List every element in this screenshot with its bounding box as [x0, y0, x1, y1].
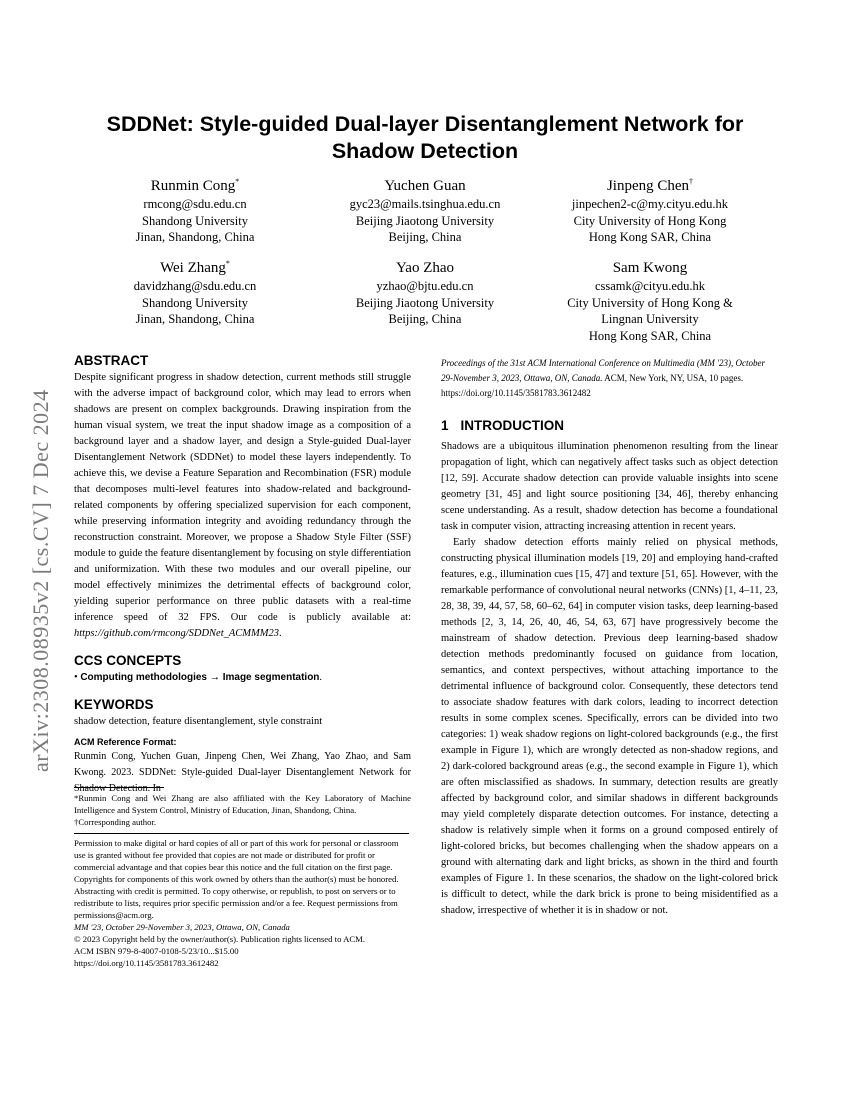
- permission-isbn: ACM ISBN 979-8-4007-0108-5/23/10...$15.00: [74, 946, 239, 956]
- author-mark: †: [689, 177, 694, 186]
- ccs-concepts: • Computing methodologies → Image segmentation.: [74, 672, 323, 683]
- footnote-star: *Runmin Cong and Wei Zhang are also affiliated with the Key Laboratory of Machine Intelligence and System Control, Ministry of Education, Jinan, Shandong, China.: [74, 793, 411, 815]
- keywords-text: shadow detection, feature disentanglement, style constraint: [74, 716, 323, 727]
- left-column: [74, 352, 411, 969]
- author-affil: Lingnan University: [601, 312, 699, 326]
- author-affil: Shandong University: [142, 295, 248, 310]
- permission-block: [74, 837, 411, 969]
- author-affil: Jinan, Shandong, China: [135, 312, 255, 326]
- author-mark: *: [225, 259, 230, 268]
- author-mark: *: [235, 177, 240, 186]
- author-email: davidzhang@sdu.edu.cn: [133, 279, 257, 293]
- abstract-heading: ABSTRACT: [74, 353, 149, 368]
- author-name: Yao Zhao: [395, 260, 455, 276]
- author-name: Runmin Cong: [150, 178, 236, 194]
- author-affil: Beijing Jiaotong University: [355, 213, 495, 228]
- author-name: Yuchen Guan: [384, 178, 466, 194]
- author-email: yzhao@bjtu.edu.cn: [376, 279, 474, 293]
- acm-ref-text: Runmin Cong, Yuchen Guan, Jinpeng Chen, Wei Zhang, Yao Zhao, and Sam Kwong. 2023. SDDNet: Style-guided Dual-layer Disentanglement Network for Shadow Detection. In: [74, 751, 411, 794]
- title-line-1: SDDNet: Style-guided Dual-layer Disentanglement Network for: [106, 112, 744, 136]
- acm-ref-continued: Proceedings of the 31st ACM International Conference on Multimedia (MM '23), October 29-November 3, 2023, Ottawa, ON, Canada. ACM, New York, NY, USA, 10 pages. https://doi.org/10.1145/3581783.3612482: [441, 358, 766, 398]
- right-column: [441, 356, 778, 919]
- author-block: [300, 176, 550, 246]
- intro-heading: 1 INTRODUCTION: [441, 418, 565, 433]
- author-block: [300, 258, 550, 328]
- title-line-2: Shadow Detection: [331, 139, 519, 163]
- keywords-heading: KEYWORDS: [74, 697, 154, 712]
- paper-title: [60, 111, 790, 165]
- arxiv-stamp: arXiv:2308.08935v2 [cs.CV] 7 Dec 2024: [28, 389, 53, 772]
- author-affil: City University of Hong Kong &: [567, 295, 733, 310]
- permission-doi[interactable]: https://doi.org/10.1145/3581783.3612482: [74, 958, 219, 968]
- permission-venue: MM '23, October 29-November 3, 2023, Ottawa, ON, Canada: [74, 922, 290, 932]
- author-affil: Jinan, Shandong, China: [135, 230, 255, 244]
- permission-copyright: © 2023 Copyright held by the owner/author(s). Publication rights licensed to ACM.: [74, 934, 366, 944]
- code-link[interactable]: https://github.com/rmcong/SDDNet_ACMMM23: [74, 628, 280, 639]
- author-email: cssamk@cityu.edu.hk: [594, 279, 706, 293]
- author-affil: Hong Kong SAR, China: [588, 230, 712, 244]
- author-block: [525, 176, 775, 246]
- author-email: jinpechen2-c@my.cityu.edu.hk: [571, 197, 729, 211]
- permission-text: Permission to make digital or hard copies of all or part of this work for personal or classroom use is granted without fee provided that copies are not made or distributed for profit or commercial advantage and that copies bear this notice and the full citation on the first page. Copyrights for components of this work owned by others than the author(s) must be honored. Abstracting with credit is permitted. To copy otherwise, or republish, to post on servers or to redistribute to lists, requires prior specific permission and/or a fee. Request permissions from permissions@acm.org.: [74, 838, 399, 920]
- author-name: Jinpeng Chen: [606, 178, 690, 194]
- intro-paragraph-1: Shadows are a ubiquitous illumination phenomenon resulting from the linear propagation of light, which can negatively affect tasks such as object detection [12, 59]. Accurate shadow detection can provide valuable insights into scene geometry [31, 45] and light source positioning [34, 46], thereby enhancing scene understanding. As a result, shadow detection has become a foundational task in computer vision, attracting increasing attention in recent years.: [441, 441, 778, 532]
- author-email: gyc23@mails.tsinghua.edu.cn: [349, 197, 501, 211]
- author-name: Sam Kwong: [612, 260, 688, 276]
- acm-ref-heading: ACM Reference Format:: [74, 737, 177, 747]
- ccs-heading: CCS CONCEPTS: [74, 653, 182, 668]
- abstract-text: Despite significant progress in shadow detection, current methods still struggle with the adverse impact of background color, which may lead to errors when shadows are present on complex backgrounds. Drawing inspiration from the human visual system, we treat the input shadow image as a composition of a background layer and a shadow layer, and design a Style-guided Dual-layer Disentanglement Network (SDDNet) to model these layers independently. To achieve this, we devise a Feature Separation and Recombination (FSR) module that decomposes multi-level features into shadow-related and background-related components by offering specialized supervision for each component, while preserving information integrity and avoiding redundancy through the reconstruction constraint. Moreover, we propose a Shadow Style Filter (SSF) module to guide the feature disentanglement by focusing on style differentiation and uniformization. With these two modules and our overall pipeline, our model effectively minimizes the detrimental effects of background color, yielding superior performance on three public datasets with a real-time inference speed of 32 FPS. Our code is publicly available at: https://github.com/rmcong/SDDNet_ACMMM23.: [74, 372, 411, 639]
- author-affil: Hong Kong SAR, China: [588, 328, 712, 343]
- author-affil: Beijing, China: [388, 230, 462, 244]
- author-affil: City University of Hong Kong: [573, 213, 727, 228]
- author-email: rmcong@sdu.edu.cn: [143, 197, 247, 211]
- author-block: [70, 176, 320, 246]
- author-name: Wei Zhang: [160, 260, 226, 276]
- author-block: [525, 258, 775, 344]
- footnote-dagger: †Corresponding author.: [74, 817, 157, 827]
- author-block: [70, 258, 320, 328]
- author-affil: Beijing, China: [388, 312, 462, 326]
- permission-rule: [74, 833, 409, 834]
- intro-paragraph-2: Early shadow detection efforts mainly relied on physical methods, constructing physical illumination models [19, 20] and employing hand-crafted features, e.g., illumination cues [15, 47] and texture [51, 65]. However, with the remarkable performance of convolutional neural networks (CNNs) [1, 4–11, 23, 28, 38, 39, 44, 57, 58, 60–62, 64] in computer vision tasks, deep learning-based methods [2, 3, 14, 26, 40, 46, 54, 63, 67] have progressively become the mainstream of shadow detection. Previous deep learning-based shadow detection methods predominantly focused on guidance from location, semantics, and context perspectives, without attaching importance to the detrimental influence of background color. Consequently, these detectors tend to associate shadow features with dark colors, leading to incorrect detection results in some complex scenes. Specifically, errors can be divided into two categories: 1) weak shadow regions on light-colored backgrounds (e.g., the first example in Figure 1), which are wrongly detected as non-shadow regions, and 2) dark-colored background areas (e.g., the second example in Figure 1), which are often misclassified as shadows. In summary, detection results are greatly affected by background color, and similar shadows in different backgrounds may yield completely disparate detection outcomes. For instance, detecting a shadow is relatively simple when it forms on a ground composed entirely of light-colored bricks, but becomes challenging when the shadow appears on a ground with alternating dark and light bricks, as shown in the third and fourth examples of Figure 1. In these scenarios, the shadow on the light-colored brick is difficult to detect, while the dark brick is prone to being misidentified as a shadow, irrespective of whether it is in shadow or not.: [441, 537, 778, 916]
- author-affil: Beijing Jiaotong University: [355, 295, 495, 310]
- author-affil: Shandong University: [142, 213, 248, 228]
